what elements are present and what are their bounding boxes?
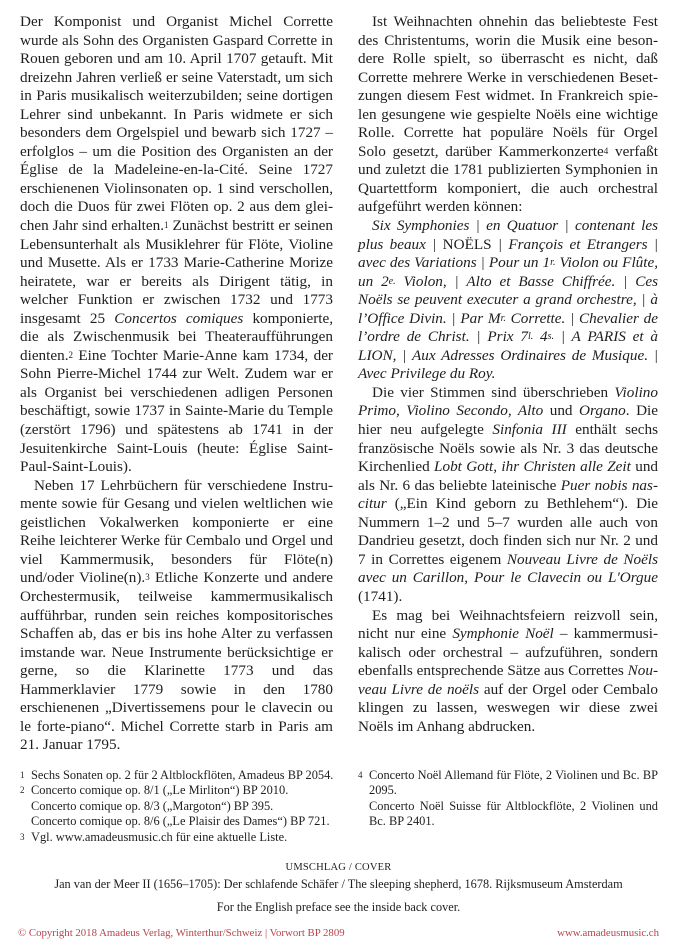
footnote-ref-2[interactable]: 2 bbox=[68, 349, 73, 360]
cover-label: UMSCHLAG / COVER bbox=[285, 862, 392, 873]
footnote-4-cont: Concerto Noël Suisse für Altblockflöte, 2 Violinen und Bc. BP 2401. bbox=[369, 798, 658, 829]
cover-credit: Jan van der Meer II (1656–1705): Der schlafende Schäfer / The sleeping shepherd, 1678. Rijksmuseum Amsterdam bbox=[54, 877, 623, 891]
footnote-1: 1 Sechs Sonaten op. 2 für 2 Altblockflöten, Amadeus BP 2054. bbox=[20, 768, 334, 782]
biography-paragraph: Der Komponist und Organist Michel Corrette wurde als Sohn des Organisten Gaspard Corrette in Rouen geboren und am 10. April 1707 getauft. Mit dreizehn Jahren verließ er seine Vaterstadt, um sich in Paris musikalisch weiterzubilden; seine dortigen Lehrer sind unbekannt. In Paris widmete er sich besonders dem Orgelspiel und bewarb sich 1727 – erfolglos – um die Position des Organisten an der Église de la Madeleine-en-la-Cité. Seine 1727 erschienenen Violinsonaten op. 1 sind verschollen, doch die Duos für zwei Flöten op. 2 aus dem gleichen Jahr sind erhalten.$^1$ Zunächst bestritt er seinen Lebensunterhalt als Musiklehrer für Flöte, Violine und Musette. Als er 1733 Marie-Catherine Morize heiratete, war er bereits als Dirigent tätig, in welcher Funktion er zwischen 1732 und 1773 insgesamt 25 Concertos comiques komponierte, die als Zwischenmusik bei Theateraufführungen dienten.$^2$ Eine Tochter Marie-Anne kam 1734, der Sohn Pierre-Michel 1744 zur Welt. Zudem war er als Organist bei verschiedenen adligen Personen beschäftigt, sowie 1737 in Sainte-Marie du Temple (zerstört 1796) und spätestens ab 1741 in der Jesuitenkirche Saint-Louis (heute: Église Saint-Paul-Saint-Louis). bbox=[20, 13, 334, 476]
footnote-ref-3[interactable]: 3 bbox=[145, 572, 150, 583]
title-page-transcription: Six Symphonies | en Quatuor | contenant les plus beaux | NOËLS | François et Etrangers | avec des Variations | Pour un $1^{r.}$ Violon ou Flûte, un $2^{e.}$ Violon, | Alto et Basse Chiffrée. | Ces Noëls se peuvent executer a grand orchestre, | à l’Office Divin. | Par $M^{r.}$ Corrette. | Chevalier de l’ordre de Christ. | Prix $7^{l.}$ $4^{s.}$ | A PARIS et à LION, | Aux Adresses Ordinaires de Musique. | Avec Privilege du Roy. bbox=[358, 217, 659, 383]
footnote-4: 4 Concerto Noël Allemand für Flöte, 2 Violinen und Bc. BP 2095. bbox=[358, 768, 658, 798]
footnote-2-cont-b: Concerto comique op. 8/6 („Le Plaisir des Dames“) BP 721. bbox=[31, 814, 330, 829]
christmas-paragraph: Ist Weihnachten ohnehin das beliebteste Fest des Christentums, worin die Musik eine besondere Rolle spielt, so überrascht es nicht, daß Corrette mehrere Werke in verschiedenen Besetzungen diesem Fest widmet. In Frankreich spielen gesungene wie gespielte Noëls eine wichtige Rolle. Corrette hat populäre Noëls für Orgel Solo gesetzt, darüber Kammerkonzerte$^4$ verfaßt und zuletzt die 1781 publizierten Symphonien in Quartettform komponiert, die auch orchestral aufgeführt werden können: bbox=[358, 13, 658, 216]
english-preface-note: For the English preface see the inside back cover. bbox=[216, 900, 461, 914]
voices-paragraph: Die vier Stimmen sind überschrieben Violino Primo, Violino Secondo, Alto und Organo. Die hier neu aufgelegte Sinfonia III enthält sechs französische Noëls sowie als Nr. 3 das deutsche Kirchenlied Lobt Gott, ihr Christen alle Zeit und als Nr. 6 das beliebte lateinische Puer nobis nascitur („Ein Kind geborn zu Bethlehem“). Die Nummern 1–2 und 5–7 wurden alle auch von Dandrieu gesetzt, doch finden sich nur Nr. 2 und 7 in Correttes eigenem Nouveau Livre de Noëls avec un Carillon, Pour le Clavecin ou L'Orgue (1741). bbox=[358, 383, 659, 605]
footnotes-left bbox=[20, 768, 340, 845]
footnote-2: 2 Concerto comique op. 8/1 („Le Mirliton“) BP 2010. bbox=[20, 783, 289, 798]
footnote-2-cont-a: Concerto comique op. 8/3 („Margoton“) BP 395. bbox=[31, 798, 274, 813]
works-paragraph: Neben 17 Lehrbüchern für verschiedene Instrumente sowie für Gesang und vielen weltlichen wie geistlichen Vokalwerken komponierte er eine Reihe leichterer Werke für Cembalo und Orgel und viel Kammermusik, besonders für Flöte(n) und/oder Violine(n).$^3$ Etliche Konzerte und andere Orchestermusik, teilweise kammermusikalisch aufführbar, runden sein reiches kompositorisches Schaffen ab, das er bis ins hohe Alter zu verfassen imstande war. Neue Instrumente berücksichtige er gerne, so die Klarinette 1773 und das Hammerklavier 1779 sowie in den 1780 erschienenen „Divertissemens pour le clavecin ou le forte-piano“. Michel Corrette starb in Paris am 21. Januar 1795. bbox=[20, 476, 333, 754]
copyright-footer: © Copyright 2018 Amadeus Verlag, Winterthur/Schweiz | Vorwort BP 2809 bbox=[18, 927, 345, 939]
footnotes-right bbox=[358, 768, 658, 830]
website-link[interactable]: www.amadeusmusic.ch bbox=[557, 927, 659, 939]
footnote-3: 3 Vgl. www.amadeusmusic.ch für eine aktuelle Liste. bbox=[20, 829, 288, 844]
performance-paragraph: Es mag bei Weihnachtsfeiern reizvoll sein, nicht nur eine Symphonie Noël – kammermusikalisch oder orchestral – aufzuführen, sondern ebenfalls entsprechende Sätze aus Correttes Nouveau Livre de noëls auf der Orgel oder Cembalo klingen zu lassen, weswegen wir diese zwei Noëls im Anhang abdrucken. bbox=[358, 606, 658, 735]
footnote-ref-1[interactable]: 1 bbox=[164, 220, 169, 231]
left-column bbox=[20, 13, 333, 755]
right-column bbox=[358, 13, 658, 736]
footnote-ref-4[interactable]: 4 bbox=[603, 145, 609, 156]
